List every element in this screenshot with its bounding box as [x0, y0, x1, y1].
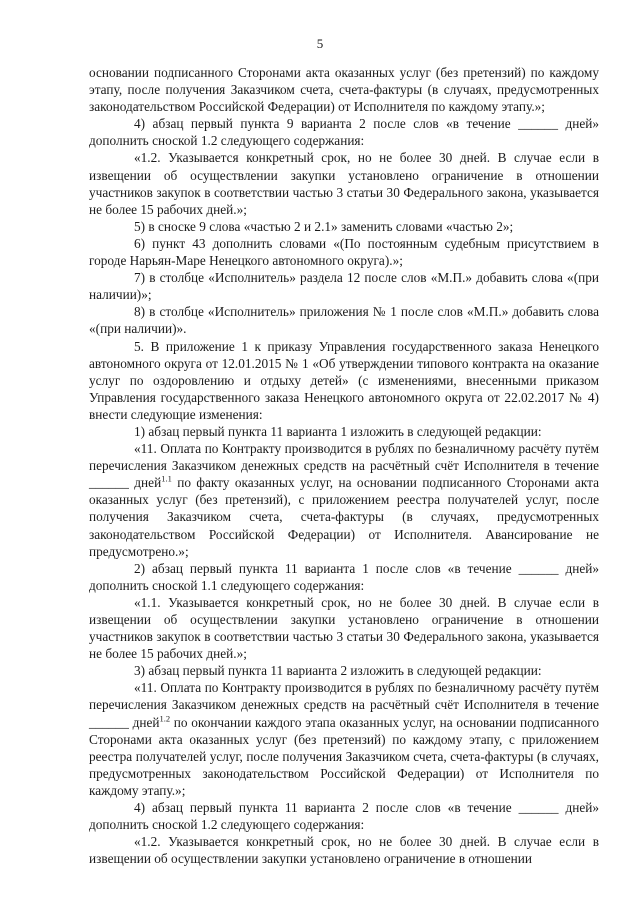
paragraph-section-5: 5. В приложение 1 к приказу Управления государственного заказа Ненецкого автономного округа от 12.01.2015 № 1 «Об утверждении типового контракта на оказание услуг по оздоровлению и отдыху детей» (с изменениями, внесенными приказом Управления государственного заказа Ненецкого автономного округа от 22.02.2017 № 4) внести следующие изменения:: [89, 338, 599, 422]
paragraph-footnote-1-2-second: «1.2. Указывается конкретный срок, но не более 30 дней. В случае если в извещении об осуществлении закупки установлено ограничение в отношении: [89, 834, 599, 867]
footnote-ref-1-1: 1.1: [161, 473, 172, 484]
paragraph-clause-11-v2: [89, 679, 599, 799]
paragraph-clause-11-v1: [89, 440, 599, 560]
paragraph-sub-1: 1) абзац первый пункта 11 варианта 1 изложить в следующей редакции:: [134, 423, 542, 439]
footnote-ref-1-2: 1.2: [159, 713, 171, 724]
paragraph-item-4: 4) абзац первый пункта 9 варианта 2 после слов «в течение ______ дней» дополнить сноской 1.2 следующего содержания:: [89, 116, 599, 149]
paragraph-item-7: 7) в столбце «Исполнитель» раздела 12 после слов «М.П.» добавить слова «(при наличии)»;: [89, 270, 599, 303]
paragraph-sub-2: 2) абзац первый пункта 11 варианта 1 после слов «в течение ______ дней» дополнить сноской 1.1 следующего содержания:: [89, 560, 599, 593]
paragraph-item-6: 6) пункт 43 дополнить словами «(По постоянным судебным присутствием в городе Нарьян-Маре Ненецкого автономного округа).»;: [89, 235, 599, 269]
clause-text-start: «11. Оплата по Контракту производится в рублях по безналичному расчёту путём перечисления Заказчиком денежных средств на расчётный счёт Исполнителя в течение ______ дней: [89, 441, 599, 491]
paragraph-item-5: 5) в сноске 9 слова «частью 2 и 2.1» заменить словами «частью 2»;: [134, 218, 514, 234]
page-number: 5: [316, 36, 324, 51]
paragraph-continuation: основании подписанного Сторонами акта оказанных услуг (без претензий) по каждому этапу, после получения Заказчиком счета, счета-фактуры (в случаях, предусмотренных законодательством Российской Федерации) от Исполнителя по каждому этапу.»;: [89, 65, 599, 115]
document-body: [89, 64, 599, 867]
paragraph-sub-4: 4) абзац первый пункта 11 варианта 2 после слов «в течение ______ дней» дополнить сноской 1.2 следующего содержания:: [89, 800, 599, 833]
paragraph-footnote-1-2: «1.2. Указывается конкретный срок, но не более 30 дней. В случае если в извещении об осуществлении закупки установлено ограничение в отношении участников закупок в соответствии частью 3 статьи 30 Федерального закона, указывается не более 15 рабочих дней.»;: [89, 150, 599, 217]
clause-text-end: по окончании каждого этапа оказанных услуг, на основании подписанного Сторонами акта оказанных услуг (без претензий) по каждому этапу, с приложением реестра получателей услуг, после получения Заказчиком счета, счета-фактуры (в случаях, предусмотренных законодательством Российской Федерации) от Исполнителя по каждому этапу.»;: [89, 714, 599, 798]
paragraph-item-8: 8) в столбце «Исполнитель» приложения № 1 после слов «М.П.» добавить слова «(при наличии)».: [89, 304, 599, 337]
clause-text-start: «11. Оплата по Контракту производится в рублях по безналичному расчёту путём перечисления Заказчиком денежных средств на расчётный счёт Исполнителя в течение ______ дней: [89, 680, 599, 730]
paragraph-sub-3: 3) абзац первый пункта 11 варианта 2 изложить в следующей редакции:: [134, 663, 542, 679]
clause-text-end: по факту оказанных услуг, на основании подписанного Сторонами акта оказанных услуг (без претензий), с приложением реестра получателей услуг, после получения Заказчиком счета, счета-фактуры (в случаях, предусмотренных законодательством Российской Федерации) от Исполнителя. Авансирование не предусмотрено.»;: [89, 475, 599, 559]
paragraph-footnote-1-1: «1.1. Указывается конкретный срок, но не более 30 дней. В случае если в извещении об осуществлении закупки установлено ограничение в отношении участников закупок в соответствии частью 3 статьи 30 Федерального закона, указывается не более 15 рабочих дней.»;: [89, 594, 599, 662]
